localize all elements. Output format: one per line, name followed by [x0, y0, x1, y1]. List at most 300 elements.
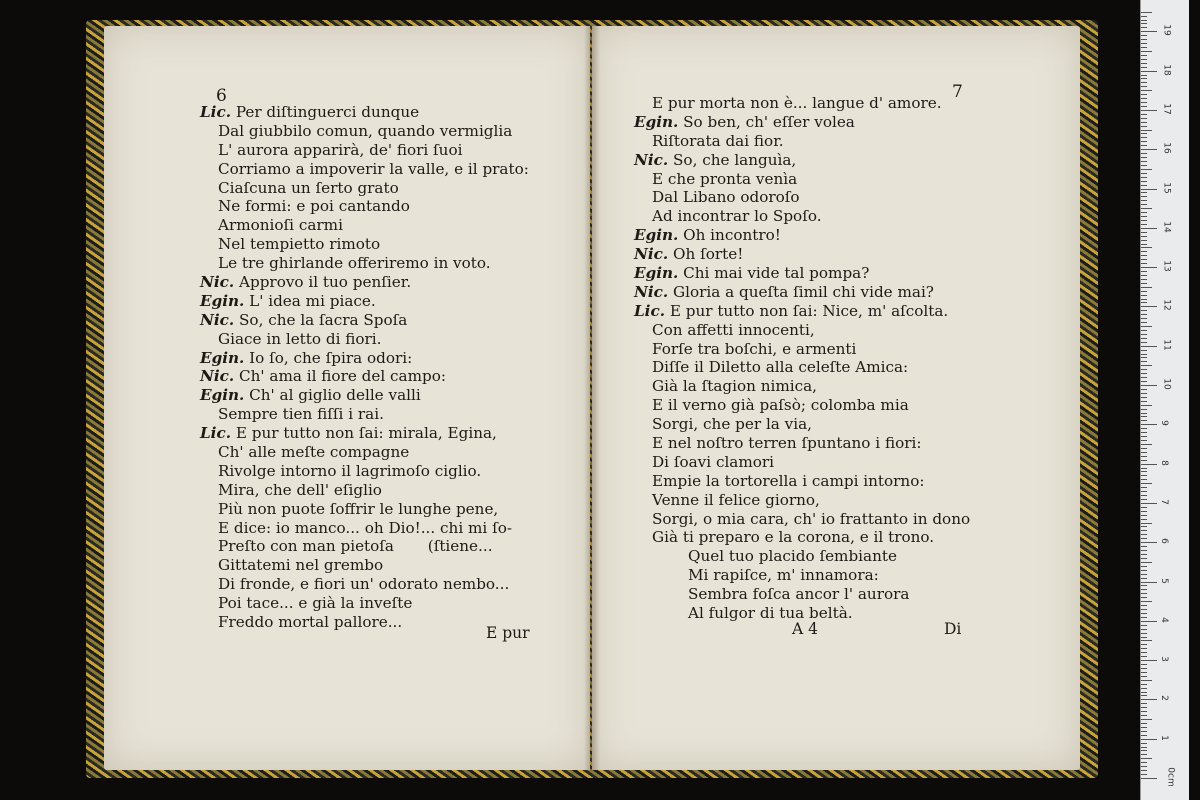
ruler-tick [1141, 758, 1152, 759]
speaker-name: Nic. [634, 245, 669, 264]
ruler-tick [1141, 774, 1147, 775]
line-text: E nel noſtro terren ſpuntano i fiori: [652, 434, 922, 453]
line-text: So, che languìa, [673, 150, 797, 169]
line-text: Mira, che dell' eſiglio [218, 480, 382, 499]
ruler-tick [1141, 118, 1147, 119]
ruler-tick [1141, 161, 1147, 162]
ruler-tick [1141, 216, 1147, 217]
text-line [634, 396, 970, 415]
ruler-tick [1141, 137, 1147, 138]
line-text: Quel tuo placido ſembiante [688, 547, 897, 566]
signature-mark: A 4 [792, 620, 818, 638]
text-line [634, 415, 970, 434]
ruler-number: 4 [1158, 616, 1169, 623]
ruler-tick [1141, 27, 1147, 28]
ruler-tick [1141, 613, 1147, 614]
line-text: E il verno già paſsò; colomba mia [652, 396, 909, 415]
ruler-tick [1141, 220, 1147, 221]
ruler-tick [1141, 640, 1152, 641]
ruler-number: 9 [1158, 420, 1169, 427]
ruler-tick [1141, 405, 1152, 406]
ruler-tick [1141, 723, 1147, 724]
ruler-tick [1141, 20, 1147, 21]
ruler-tick [1141, 350, 1147, 351]
ruler-tick [1141, 71, 1157, 72]
text-line [200, 500, 529, 519]
ruler-tick [1141, 530, 1147, 531]
line-text: Giace in letto di fiori. [218, 329, 382, 348]
ruler-tick [1141, 279, 1147, 280]
text-line [200, 216, 529, 235]
ruler-tick [1141, 770, 1147, 771]
ruler-tick [1141, 208, 1152, 209]
ruler-tick [1141, 420, 1147, 421]
text-line [634, 358, 970, 377]
ruler-tick [1141, 86, 1147, 87]
text-line [634, 302, 970, 321]
line-text: Empie la tortorella i campi intorno: [652, 471, 925, 490]
line-text: Sempre tien fiſſi i rai. [218, 405, 384, 424]
text-line [634, 377, 970, 396]
text-line [200, 311, 529, 330]
ruler-tick [1141, 130, 1152, 131]
ruler-tick [1141, 570, 1147, 571]
ruler-tick [1141, 47, 1147, 48]
ruler-tick [1141, 460, 1147, 461]
line-text: Poi tace... e già la inveſte [218, 594, 413, 613]
ruler-tick [1141, 766, 1147, 767]
ruler-tick [1141, 369, 1147, 370]
ruler-tick [1141, 35, 1147, 36]
ruler-tick [1141, 593, 1147, 594]
ruler-tick [1141, 326, 1152, 327]
ruler-tick [1141, 275, 1147, 276]
line-text: Ciaſcuna un ſerto grato [218, 178, 399, 197]
text-line [200, 273, 529, 292]
catchword-left: E pur [486, 624, 530, 642]
ruler-tick [1141, 762, 1147, 763]
speaker-name: Nic. [200, 367, 235, 386]
text-line [200, 367, 529, 386]
ruler-number: 10 [1161, 378, 1172, 390]
ruler-tick [1141, 566, 1147, 567]
ruler-tick [1141, 106, 1147, 107]
text-line [200, 481, 529, 500]
ruler-tick [1141, 664, 1147, 665]
line-text: E dice: io manco... oh Dio!... chi mi ſo- [218, 518, 512, 537]
ruler-tick [1141, 381, 1147, 382]
text-line [200, 386, 529, 405]
ruler-tick [1141, 550, 1147, 551]
text-line [634, 585, 970, 604]
ruler-tick [1141, 212, 1147, 213]
ruler-tick [1141, 346, 1157, 347]
ruler-tick [1141, 51, 1152, 52]
ruler-tick [1141, 452, 1147, 453]
ruler-tick [1141, 479, 1147, 480]
ruler-tick [1141, 680, 1152, 681]
ruler-tick [1141, 511, 1147, 512]
ruler-tick [1141, 23, 1147, 24]
ruler-tick [1141, 644, 1147, 645]
ruler-tick [1141, 558, 1147, 559]
ruler-tick [1141, 232, 1147, 233]
ruler-tick [1141, 715, 1147, 716]
text-line [634, 434, 970, 453]
text-line [634, 472, 970, 491]
text-line [200, 349, 529, 368]
ruler-tick [1141, 416, 1147, 417]
ruler-tick [1141, 424, 1157, 425]
text-line [634, 528, 970, 547]
text-line [200, 613, 529, 632]
ruler-tick [1141, 526, 1147, 527]
text-line [634, 264, 970, 283]
text-line [634, 566, 970, 585]
ruler-tick [1141, 377, 1147, 378]
ruler-tick [1141, 601, 1152, 602]
ruler-tick [1141, 503, 1157, 504]
ruler-tick [1141, 688, 1147, 689]
ruler-tick [1141, 306, 1157, 307]
page-number-right: 7 [952, 82, 963, 102]
measuring-ruler [1140, 0, 1189, 800]
ruler-tick [1141, 444, 1152, 445]
ruler-tick [1141, 597, 1147, 598]
line-text: Oh incontro! [683, 226, 781, 245]
ruler-tick [1141, 495, 1147, 496]
speaker-name: Egin. [634, 112, 679, 131]
text-line [634, 207, 970, 226]
line-text: Ch' ama il fiore del campo: [239, 367, 446, 386]
ruler-tick [1141, 185, 1147, 186]
ruler-tick [1141, 310, 1147, 311]
ruler-tick [1141, 464, 1157, 465]
ruler-tick [1141, 228, 1157, 229]
line-text: Oh ſorte! [673, 245, 744, 264]
ruler-tick [1141, 719, 1152, 720]
ruler-tick [1141, 743, 1147, 744]
speaker-name: Lic. [634, 301, 665, 320]
ruler-tick [1141, 169, 1152, 170]
ruler-tick [1141, 754, 1147, 755]
ruler-tick [1141, 523, 1152, 524]
speaker-name: Egin. [200, 386, 245, 405]
line-text: Gittatemi nel grembo [218, 556, 384, 575]
ruler-tick [1141, 267, 1157, 268]
text-line [634, 151, 970, 170]
ruler-tick [1141, 196, 1147, 197]
ruler-tick [1141, 707, 1147, 708]
text-line [634, 113, 970, 132]
left-page [104, 26, 590, 770]
text-line [634, 547, 970, 566]
ruler-tick [1141, 299, 1147, 300]
ruler-tick [1141, 82, 1147, 83]
line-text: Io ſo, che ſpira odori: [249, 348, 413, 367]
text-line [200, 443, 529, 462]
line-text: Gloria a queſta ſimil chi vide mai? [673, 282, 934, 301]
speaker-name: Nic. [200, 273, 235, 292]
line-text: Ch' al giglio delle valli [249, 386, 421, 405]
ruler-tick [1141, 247, 1152, 248]
line-text: Approvo il tuo penſier. [239, 273, 412, 292]
ruler-tick [1141, 354, 1147, 355]
speaker-name: Egin. [634, 226, 679, 245]
ruler-tick [1141, 483, 1152, 484]
ruler-tick [1141, 94, 1147, 95]
ruler-tick [1141, 582, 1157, 583]
ruler-tick [1141, 507, 1147, 508]
line-text: Rivolge intorno il lagrimoſo ciglio. [218, 461, 482, 480]
ruler-tick [1141, 157, 1147, 158]
ruler-tick [1141, 259, 1147, 260]
ruler-tick [1141, 440, 1147, 441]
line-text: So ben, ch' eſſer volea [683, 112, 855, 131]
ruler-tick [1141, 255, 1147, 256]
ruler-number: 15 [1161, 181, 1172, 194]
ruler-tick [1141, 189, 1157, 190]
line-text: L' aurora apparirà, de' fiori ſuoi [218, 140, 463, 159]
ruler-tick [1141, 554, 1147, 555]
ruler-tick [1141, 173, 1147, 174]
text-line [200, 594, 529, 613]
speaker-name: Nic. [200, 310, 235, 329]
ruler-number: 13 [1161, 260, 1172, 272]
ruler-tick [1141, 16, 1147, 17]
ruler-tick [1141, 318, 1147, 319]
ruler-tick [1141, 625, 1147, 626]
ruler-tick [1141, 55, 1147, 56]
ruler-tick [1141, 475, 1147, 476]
text-line [634, 170, 970, 189]
ruler-tick [1141, 397, 1147, 398]
ruler-tick [1141, 668, 1147, 669]
ruler-tick [1141, 652, 1147, 653]
ruler-tick [1141, 361, 1147, 362]
text-line [634, 321, 970, 340]
ruler-tick [1141, 330, 1147, 331]
ruler-number: 19 [1161, 24, 1172, 37]
ruler-tick [1141, 692, 1147, 693]
ruler-tick [1141, 684, 1147, 685]
line-text: Chi mai vide tal pompa? [683, 264, 870, 283]
ruler-tick [1141, 149, 1157, 150]
ruler-number: 0cm [1165, 767, 1176, 787]
text-line [200, 103, 529, 122]
ruler-tick [1141, 676, 1147, 677]
ruler-tick [1141, 727, 1147, 728]
ruler-tick [1141, 271, 1147, 272]
line-text: Freddo mortal pallore... [218, 613, 403, 632]
text-line [634, 94, 970, 113]
text-line [634, 453, 970, 472]
text-line [200, 122, 529, 141]
speaker-name: Nic. [634, 150, 669, 169]
line-text: Di ſoavi clamori [652, 452, 775, 471]
speaker-name: Egin. [200, 348, 245, 367]
ruler-tick [1141, 39, 1147, 40]
ruler-tick [1141, 711, 1147, 712]
line-text: Più non puote ſoffrir le lunghe pene, [218, 499, 499, 518]
ruler-tick [1141, 90, 1152, 91]
ruler-tick [1141, 393, 1147, 394]
text-line [634, 132, 970, 151]
ruler-tick [1141, 731, 1147, 732]
ruler-tick [1141, 562, 1152, 563]
ruler-tick [1141, 534, 1147, 535]
ruler-tick [1141, 747, 1147, 748]
text-line [200, 179, 529, 198]
text-line [634, 510, 970, 529]
ruler-tick [1141, 778, 1157, 779]
speaker-name: Egin. [200, 291, 245, 310]
ruler-tick [1141, 31, 1157, 32]
ruler-tick [1141, 499, 1147, 500]
text-line [200, 556, 529, 575]
ruler-tick [1141, 12, 1152, 13]
line-text: Mi rapiſce, m' innamora: [688, 566, 879, 585]
ruler-tick [1141, 126, 1147, 127]
text-line [634, 188, 970, 207]
ruler-tick [1141, 409, 1147, 410]
right-page-text [634, 94, 970, 623]
line-text: Al fulgor di tua beltà. [688, 604, 853, 623]
ruler-tick [1141, 648, 1147, 649]
book-gutter [584, 26, 600, 770]
ruler-tick [1141, 621, 1157, 622]
catchword-right: Di [944, 620, 962, 638]
text-line [634, 491, 970, 510]
ruler-tick [1141, 141, 1147, 142]
line-text: Venne il felice giorno, [652, 490, 820, 509]
ruler-tick [1141, 98, 1147, 99]
ruler-tick [1141, 633, 1147, 634]
ruler-tick [1141, 750, 1147, 751]
ruler-tick [1141, 471, 1147, 472]
ruler-number: 3 [1158, 656, 1169, 662]
ruler-tick [1141, 487, 1147, 488]
ruler-tick [1141, 165, 1147, 166]
line-text: Ch' alle meſte compagne [218, 443, 410, 462]
ruler-tick [1141, 578, 1147, 579]
ruler-tick [1141, 295, 1147, 296]
line-text: Ne formi: e poi cantando [218, 197, 410, 216]
text-line [200, 462, 529, 481]
line-text: Nel tempietto rimoto [218, 235, 381, 254]
line-text: Di fronde, e fiori un' odorato nembo... [218, 575, 510, 594]
ruler-number: 14 [1161, 221, 1172, 233]
line-text: E pur tutto non ſai: mirala, Egina, [235, 424, 497, 443]
ruler-tick [1141, 302, 1147, 303]
ruler-tick [1141, 448, 1147, 449]
ruler-tick [1141, 263, 1147, 264]
ruler-tick [1141, 617, 1147, 618]
ruler-tick [1141, 629, 1147, 630]
ruler-tick [1141, 291, 1147, 292]
ruler-tick [1141, 519, 1147, 520]
ruler-tick [1141, 491, 1147, 492]
line-text: Forſe tra boſchi, e armenti [652, 339, 857, 358]
ruler-tick [1141, 43, 1147, 44]
ruler-tick [1141, 436, 1147, 437]
ruler-tick [1141, 703, 1147, 704]
ruler-tick [1141, 672, 1147, 673]
ruler-tick [1141, 342, 1147, 343]
line-text: Già la ſtagion nimica, [652, 377, 818, 396]
line-text: So, che la ſacra Spoſa [239, 310, 408, 329]
line-text: E pur morta non è... langue d' amore. [652, 94, 942, 112]
ruler-tick [1141, 244, 1147, 245]
line-text: Riſtorata dai fior. [652, 131, 784, 150]
ruler-tick [1141, 224, 1147, 225]
line-text: Sorgi, che per la via, [652, 415, 813, 434]
ruler-tick [1141, 283, 1147, 284]
line-text: Corriamo a impoverir la valle, e il prato: [218, 159, 529, 178]
ruler-tick [1141, 656, 1147, 657]
ruler-number: 1 [1158, 734, 1169, 741]
left-page-text [200, 103, 529, 632]
line-text: Sembra foſca ancor l' aurora [688, 585, 910, 604]
ruler-tick [1141, 637, 1147, 638]
ruler-number: 8 [1158, 459, 1169, 466]
ruler-tick [1141, 63, 1147, 64]
ruler-number: 7 [1158, 499, 1169, 505]
line-text: Con affetti innocenti, [652, 320, 815, 339]
ruler-tick [1141, 365, 1152, 366]
text-line [634, 245, 970, 264]
line-text: Sorgi, o mia cara, ch' io frattanto in dono [652, 509, 971, 528]
ruler-tick [1141, 515, 1147, 516]
text-line [200, 519, 529, 538]
ruler-number: 2 [1158, 695, 1169, 702]
line-text: E che pronta venìa [652, 169, 798, 188]
line-text: L' idea mi piace. [249, 291, 376, 310]
text-line [200, 160, 529, 179]
ruler-number: 18 [1161, 63, 1172, 76]
ruler-tick [1141, 114, 1147, 115]
ruler-tick [1141, 102, 1147, 103]
speaker-name: Nic. [634, 282, 669, 301]
line-text: Preſto con man pietoſa (ſtiene... [218, 537, 493, 556]
ruler-tick [1141, 401, 1147, 402]
ruler-tick [1141, 389, 1147, 390]
text-line [634, 340, 970, 359]
line-text: E pur tutto non ſai: Nice, m' aſcolta. [669, 301, 949, 320]
ruler-number: 6 [1158, 538, 1169, 545]
ruler-tick [1141, 204, 1147, 205]
line-text: Dal Libano odoroſo [652, 188, 800, 207]
line-text: Già ti preparo e la corona, e il trono. [652, 528, 935, 547]
ruler-tick [1141, 468, 1147, 469]
ruler-tick [1141, 428, 1147, 429]
ruler-tick [1141, 413, 1147, 414]
ruler-tick [1141, 605, 1147, 606]
ruler-tick [1141, 334, 1147, 335]
ruler-tick [1141, 314, 1147, 315]
ruler-tick [1141, 236, 1147, 237]
ruler-tick [1141, 133, 1147, 134]
ruler-tick [1141, 357, 1147, 358]
ruler-tick [1141, 589, 1147, 590]
ruler-number: 11 [1161, 338, 1172, 351]
ruler-tick [1141, 240, 1147, 241]
ruler-tick [1141, 739, 1157, 740]
ruler-tick [1141, 735, 1147, 736]
text-line [200, 254, 529, 273]
line-text: Dal giubbilo comun, quando vermiglia [218, 121, 513, 140]
ruler-tick [1141, 78, 1147, 79]
